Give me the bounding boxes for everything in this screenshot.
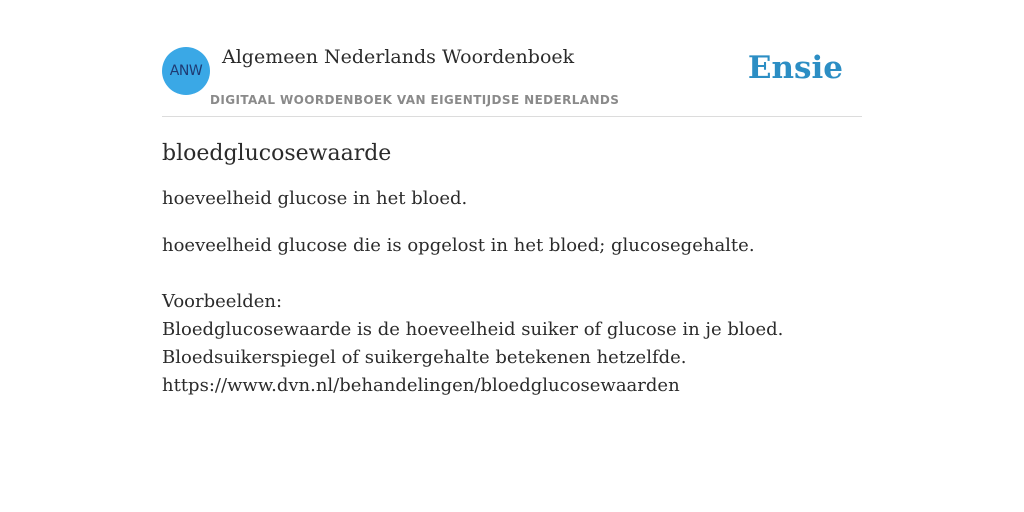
entry-content xyxy=(162,138,862,400)
definition-long: hoeveelheid glucose die is opgelost in het bloed; glucosegehalte. xyxy=(162,235,755,256)
site-subtitle: DIGITAAL WOORDENBOEK VAN EIGENTIJDSE NEDERLANDS xyxy=(210,93,620,107)
examples-block xyxy=(162,288,862,400)
anw-logo-icon[interactable] xyxy=(162,47,210,95)
site-header xyxy=(162,40,862,117)
headword: bloedglucosewaarde xyxy=(162,141,392,166)
example-line: Bloedsuikerspiegel of suikergehalte betekenen hetzelfde. xyxy=(162,347,687,368)
example-source-url: https://www.dvn.nl/behandelingen/bloedglucosewaarden xyxy=(162,375,680,396)
examples-label: Voorbeelden: xyxy=(162,291,283,312)
logo-text: ANW xyxy=(169,63,203,79)
ensie-brand-link[interactable]: Ensie xyxy=(747,50,843,86)
example-line: Bloedglucosewaarde is de hoeveelheid suiker of glucose in je bloed. xyxy=(162,319,784,340)
definition-short: hoeveelheid glucose in het bloed. xyxy=(162,188,468,209)
site-title[interactable]: Algemeen Nederlands Woordenboek xyxy=(222,46,575,68)
